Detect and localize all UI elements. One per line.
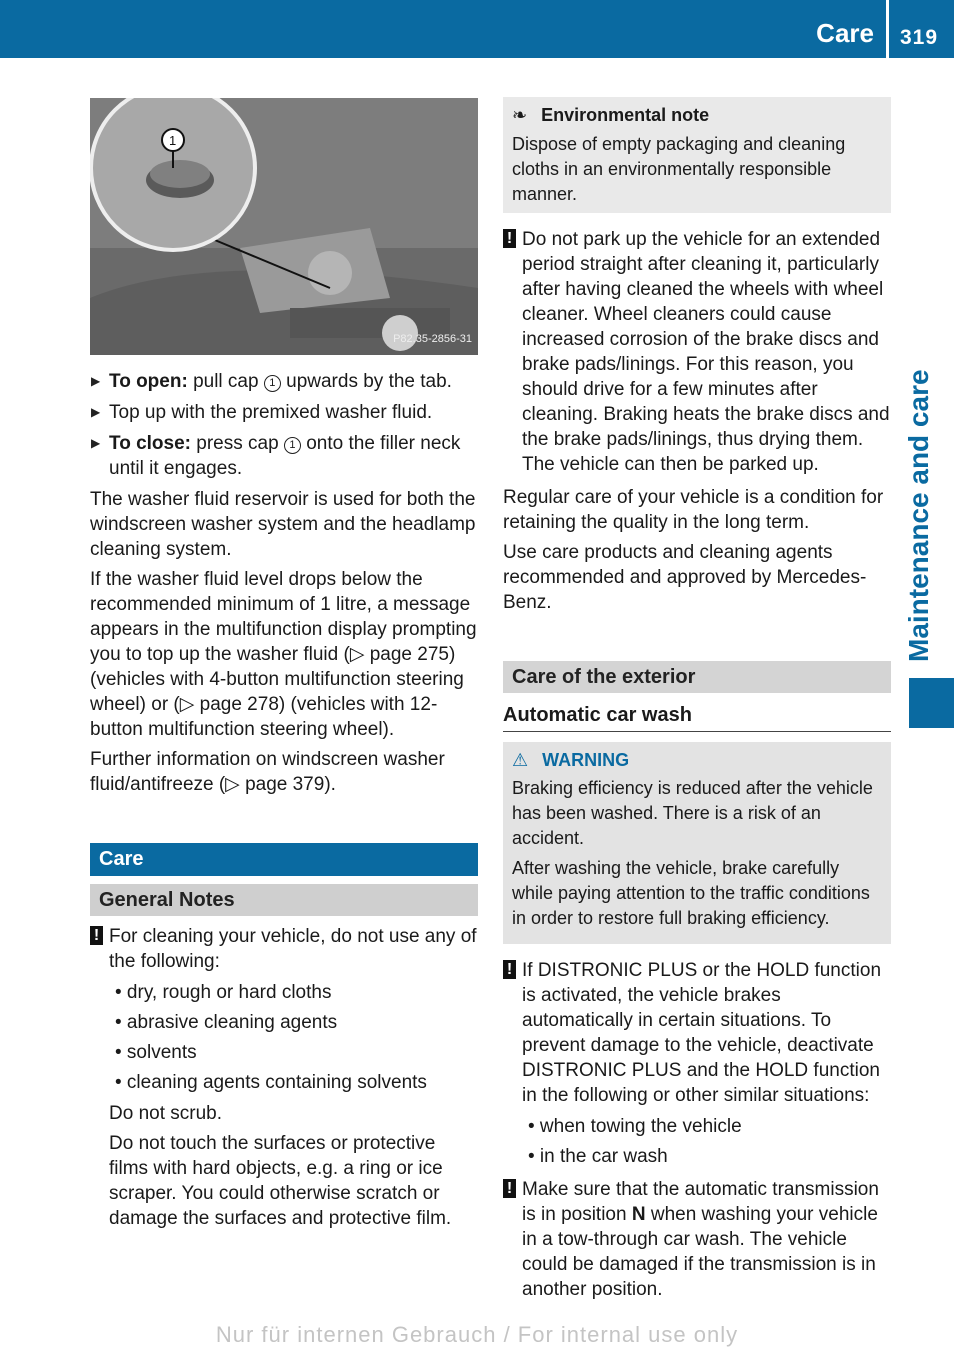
section-title: Care <box>816 18 874 48</box>
warning-triangle-icon: ⚠ <box>512 750 529 770</box>
environmental-note: ❧ Environmental note Dispose of empty packaging and cleaning cloths in an environmentally responsible manner. <box>503 97 891 213</box>
cleaning-notice: ! For cleaning your vehicle, do not use any of the following: • dry, rough or hard cloths • abrasive cleaning agents • solvents • cleaning agents containing solvents Do not scrub. Do not touch the surfaces or protective films with hard objects, e.g. a ring or ice scraper. You could otherwise scratch or damage the surfaces and protective film. <box>90 924 478 1231</box>
avoid-list <box>109 980 478 1095</box>
callout-1: 1 <box>264 375 281 392</box>
step-top-up: ▶ Top up with the premixed washer fluid. <box>91 402 433 423</box>
exterior-heading: Care of the exterior <box>503 661 891 693</box>
left-column <box>90 98 478 1236</box>
transmission-notice: ! Make sure that the automatic transmission is in position N when washing your vehicle in a tow-through car wash. The vehicle could be damaged if the transmission is in another position. <box>503 1177 891 1302</box>
step-arrow-icon: ▶ <box>91 374 101 388</box>
exclamation-icon: ! <box>90 926 103 945</box>
paragraph-further-info: Further information on windscreen washer fluid/antifreeze (▷ page 379). <box>90 749 445 795</box>
page-number: 319 <box>900 26 939 49</box>
situation-list <box>522 1114 891 1169</box>
step-arrow-icon: ▶ <box>91 436 101 450</box>
list-item: • dry, rough or hard cloths <box>115 982 332 1003</box>
warning-box: ⚠ WARNING Braking efficiency is reduced after the vehicle has been washed. There is a risk of an accident. After washing the vehicle, brake carefully while paying attention to the traffic conditions in order to restore full braking efficiency. <box>503 742 891 944</box>
exclamation-icon: ! <box>503 229 516 248</box>
internal-use-watermark: Nur für internen Gebrauch / For internal use only <box>215 1322 739 1347</box>
general-notes-heading: General Notes <box>90 884 478 916</box>
side-tab-marker <box>909 678 954 728</box>
callout-1: 1 <box>284 437 301 454</box>
paragraph-level: If the washer fluid level drops below the recommended minimum of 1 litre, a message appears in the multifunction display prompting you to top up the washer fluid (▷ page 275) (vehicles with 4-button multifunction steering wheel) or (▷ page 278) (vehicles with 12-button multifunction steering wheel). <box>90 569 477 740</box>
figure-code: P82.35-2856-31 <box>393 333 472 345</box>
step-open: ▶ To open: pull cap 1 upwards by the tab. <box>91 371 452 392</box>
step-arrow-icon: ▶ <box>91 405 101 419</box>
figure-callout: 1 <box>169 133 177 148</box>
leaf-icon: ❧ <box>512 105 528 125</box>
no-scrub-text: Do not scrub. <box>109 1103 222 1124</box>
side-chapter-label: Maintenance and care <box>903 369 934 662</box>
list-item: • in the car wash <box>528 1146 668 1167</box>
list-item: • abrasive cleaning agents <box>115 1012 338 1033</box>
step-close: ▶ To close: press cap 1 onto the filler neck until it engages. <box>91 433 461 479</box>
list-item: • solvents <box>115 1042 197 1063</box>
header-divider <box>886 0 889 58</box>
engine-bay-illustration <box>90 98 478 355</box>
list-item: • cleaning agents containing solvents <box>115 1072 427 1093</box>
exclamation-icon: ! <box>503 1179 516 1198</box>
paragraph-care-products: Use care products and cleaning agents recommended and approved by Mercedes-Benz. <box>503 542 867 613</box>
list-item: • when towing the vehicle <box>528 1116 742 1137</box>
header-bar <box>0 0 954 58</box>
distronic-notice: ! If DISTRONIC PLUS or the HOLD function is activated, the vehicle brakes automatically in certain situations. To prevent damage to the vehicle, deactivate DISTRONIC PLUS and the HOLD function in the following or other similar situations: • when towing the vehicle • in the car wash <box>503 958 891 1169</box>
park-notice: ! Do not park up the vehicle for an extended period straight after cleaning it, particularly after having cleaned the wheels with wheel cleaner. Wheel cleaners could cause increased corrosion of the brake discs and brake pads/linings. For this reason, you should drive for a few minutes after cleaning. Braking heats the brake discs and the brake pads/linings, thus drying them. The vehicle can then be parked up. <box>503 227 891 477</box>
care-heading: Care <box>90 843 478 876</box>
paragraph-regular-care: Regular care of your vehicle is a condition for retaining the quality in the long term. <box>503 487 884 533</box>
washer-reservoir-figure <box>90 98 478 355</box>
paragraph-reservoir: The washer fluid reservoir is used for both the windscreen washer system and the headlamp cleaning system. <box>90 489 476 560</box>
no-touch-text: Do not touch the surfaces or protective films with hard objects, e.g. a ring or ice scraper. You could otherwise scratch or damage the surfaces and protective film. <box>109 1133 452 1229</box>
exclamation-icon: ! <box>503 960 516 979</box>
car-wash-heading: Automatic car wash <box>503 703 891 732</box>
right-column <box>503 97 891 1302</box>
